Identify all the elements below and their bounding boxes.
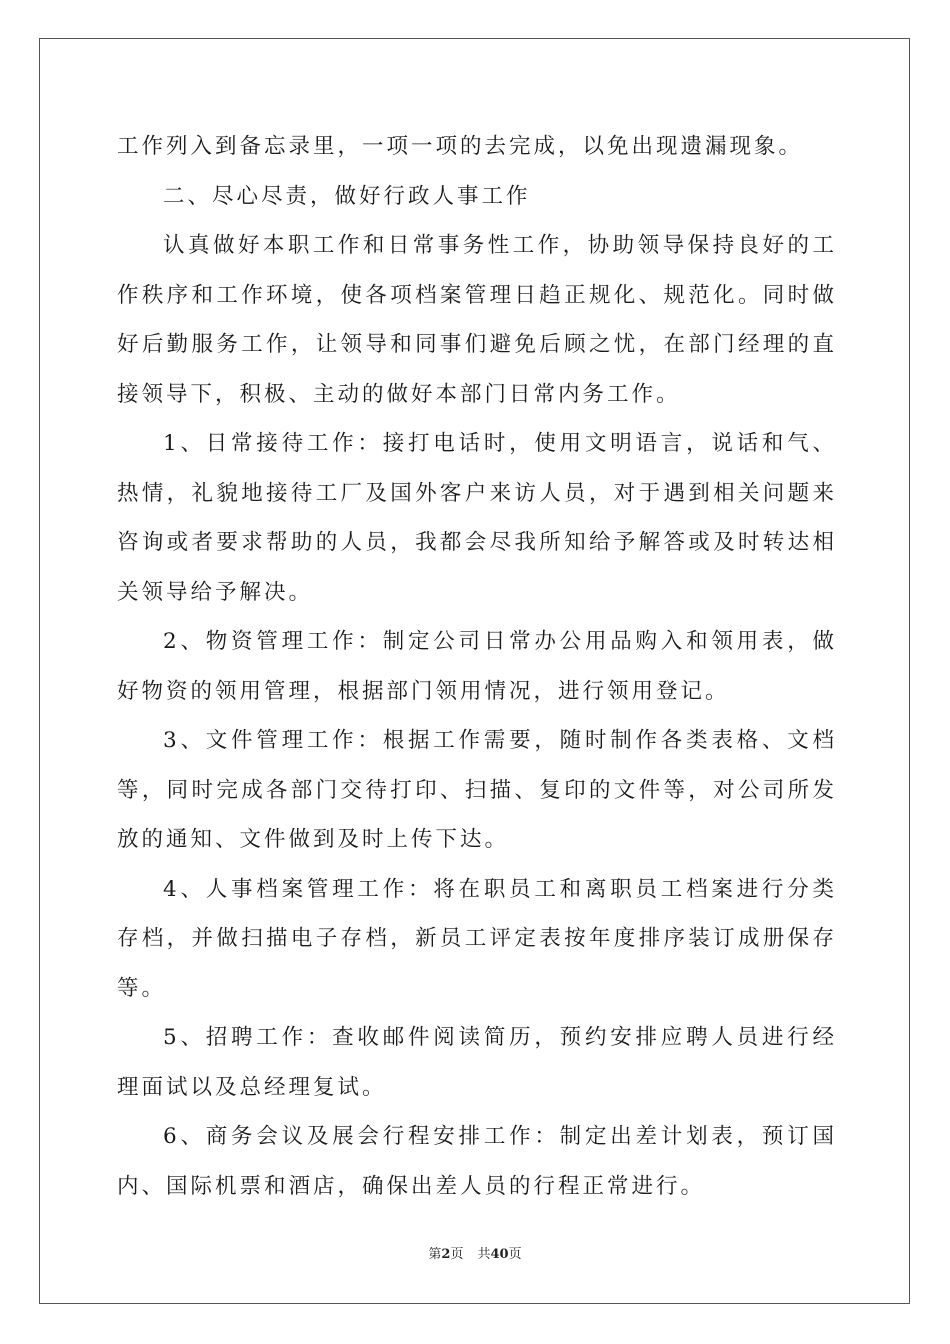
list-item-recruitment: 5、招聘工作：查收邮件阅读简历，预约安排应聘人员进行经理面试以及总经理复试。 — [117, 1025, 837, 1100]
paragraph-intro: 认真做好本职工作和日常事务性工作，协助领导保持良好的工作秩序和工作环境，使各项档案管理日趋正规化、规范化。同时做好后勤服务工作，让领导和同事们避免后顾之忧，在部门经理的直接领导下，积极、主动的做好本部门日常内务工作。 — [117, 233, 837, 407]
total-pages: 40 — [490, 1247, 509, 1262]
list-item-business-travel: 6、商务会议及展会行程安排工作：制定出差计划表，预订国内、国际机票和酒店，确保出差人员的行程正常进行。 — [117, 1124, 837, 1199]
total-suffix: 页 — [508, 1247, 522, 1262]
document-body — [117, 122, 837, 1211]
list-item-materials: 2、物资管理工作：制定公司日常办公用品购入和领用表，做好物资的领用管理，根据部门领用情况，进行领用登记。 — [117, 629, 837, 704]
page-suffix: 页 — [450, 1247, 464, 1262]
section-heading: 二、尽心尽责，做好行政人事工作 — [163, 183, 531, 209]
list-item-personnel-files: 4、人事档案管理工作：将在职员工和离职员工档案进行分类存档，并做扫描电子存档，新员工评定表按年度排序装订成册保存等。 — [117, 876, 837, 1001]
paragraph-continuation: 工作列入到备忘录里，一项一项的去完成，以免出现遗漏现象。 — [117, 134, 804, 159]
total-prefix: 共 — [477, 1247, 491, 1262]
page-footer — [0, 1247, 950, 1263]
list-item-documents: 3、文件管理工作：根据工作需要，随时制作各类表格、文档等，同时完成各部门交待打印、扫描、复印的文件等，对公司所发放的通知、文件做到及时上传下达。 — [117, 728, 837, 852]
list-item-reception: 1、日常接待工作：接打电话时，使用文明语言，说话和气、热情，礼貌地接待工厂及国外客户来访人员，对于遇到相关问题来咨询或者要求帮助的人员，我都会尽我所知给予解答或及时转达相关领导给予解决。 — [117, 431, 837, 605]
page-number: 2 — [441, 1247, 451, 1262]
page-prefix: 第 — [428, 1247, 442, 1262]
